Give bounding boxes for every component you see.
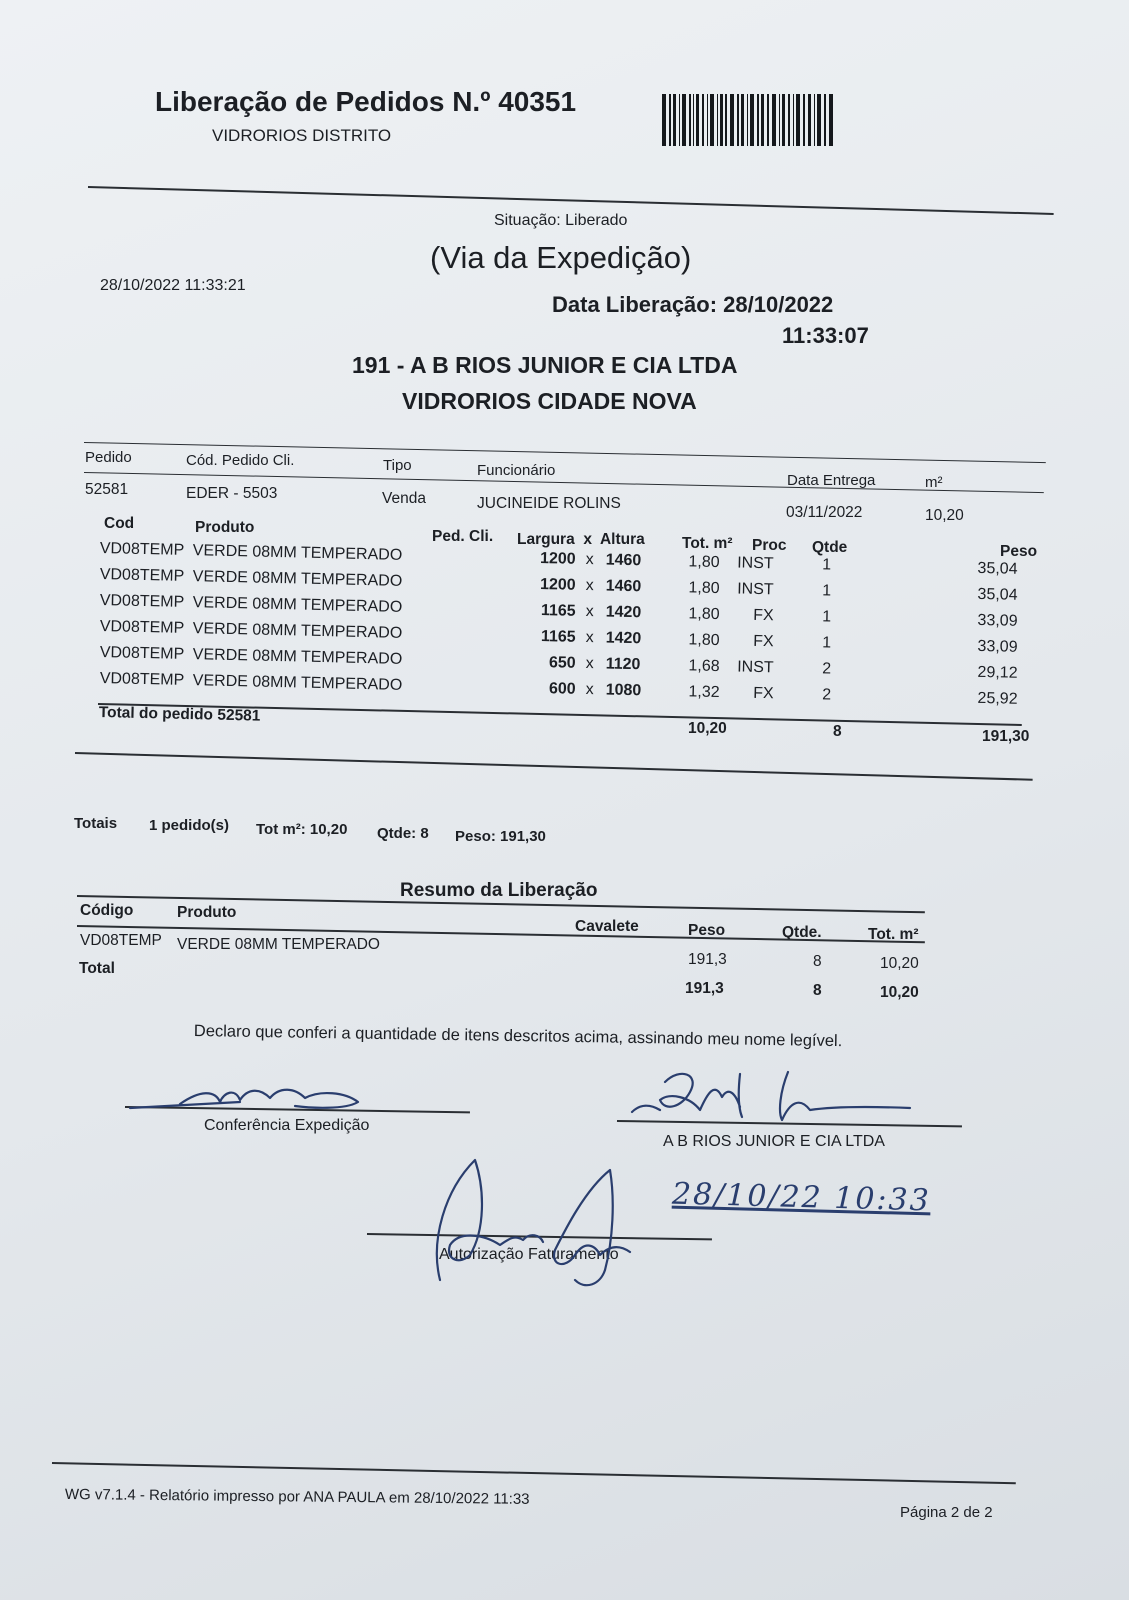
footer-page-number: Página 2 de 2	[900, 1504, 993, 1521]
cell-tot-m2: 1,80	[688, 605, 720, 624]
declaration-text: Declaro que conferi a quantidade de itens descritos acima, assinando meu nome legível.	[193, 1022, 843, 1051]
value-pedido: 52581	[85, 481, 129, 498]
footer-print-info: WG v7.1.4 - Relatório impresso por ANA PAULA em 28/10/2022 11:33	[64, 1486, 530, 1508]
cell-produto: VERDE 08MM TEMPERADO	[192, 542, 403, 564]
totals-peso: Peso: 191,30	[455, 828, 546, 845]
header-divider	[88, 186, 1054, 215]
cell-proc: INST	[736, 580, 774, 599]
label-funcionario: Funcionário	[477, 462, 556, 479]
summary-col-tot-m2: Tot. m²	[868, 926, 919, 943]
label-data-entrega: Data Entrega	[787, 472, 876, 489]
cell-altura: 1460	[605, 551, 642, 570]
cell-cod: VD08TEMP	[99, 540, 185, 559]
summary-cell-produto: VERDE 08MM TEMPERADO	[177, 936, 380, 953]
signature-label-autorizacao: Autorização Faturamento	[439, 1246, 619, 1263]
cell-altura: 1460	[605, 577, 642, 596]
cell-x: x	[585, 655, 594, 673]
signature-label-conferencia: Conferência Expedição	[204, 1117, 370, 1134]
status-text: Situação: Liberado	[494, 212, 628, 229]
barcode	[662, 94, 834, 146]
cell-peso: 25,92	[977, 689, 1018, 708]
cell-peso: 35,04	[977, 559, 1018, 578]
cell-altura: 1120	[605, 655, 641, 674]
summary-col-codigo: Código	[80, 902, 134, 919]
footer-line	[52, 1462, 1016, 1484]
cell-qtde: 2	[821, 686, 832, 704]
value-funcionario: JUCINEIDE ROLINS	[477, 495, 621, 512]
cell-largura: 650	[548, 654, 576, 672]
totals-m2: Tot m²: 10,20	[256, 821, 348, 838]
release-date: Data Liberação: 28/10/2022	[552, 292, 834, 317]
cell-produto: VERDE 08MM TEMPERADO	[192, 672, 403, 694]
cell-cod: VD08TEMP	[99, 644, 185, 663]
order-total-qtde: 8	[833, 723, 842, 740]
cell-largura: 1165	[540, 602, 576, 620]
summary-title: Resumo da Liberação	[400, 880, 598, 901]
signature-cliente-mark	[620, 1062, 920, 1132]
cell-peso: 29,12	[977, 663, 1018, 682]
cell-produto: VERDE 08MM TEMPERADO	[192, 568, 403, 590]
cell-x: x	[585, 681, 594, 699]
cell-x: x	[585, 577, 594, 595]
client-store: VIDRORIOS CIDADE NOVA	[402, 388, 697, 414]
summary-col-qtde: Qtde.	[782, 924, 822, 941]
cell-tot-m2: 1,80	[688, 553, 720, 572]
cell-qtde: 1	[821, 634, 832, 652]
value-cod-pedido-cli: EDER - 5503	[186, 485, 278, 502]
order-total-label: Total do pedido 52581	[98, 704, 261, 725]
cell-proc: FX	[752, 684, 774, 703]
order-bottom-line	[75, 752, 1033, 780]
order-total-m2: 10,20	[688, 720, 727, 737]
summary-col-produto: Produto	[177, 904, 237, 921]
cell-peso: 35,04	[977, 585, 1018, 604]
document-title: Liberação de Pedidos N.º 40351	[155, 86, 577, 117]
cell-proc: INST	[736, 554, 774, 573]
cell-largura: 1200	[539, 549, 576, 568]
summary-total-qtde: 8	[813, 982, 822, 999]
signature-autorizacao-mark	[415, 1150, 655, 1290]
label-pedido: Pedido	[85, 449, 132, 466]
cell-qtde: 1	[821, 556, 832, 574]
label-m2: m²	[925, 474, 943, 491]
col-proc: Proc	[752, 537, 787, 554]
value-data-entrega: 03/11/2022	[786, 504, 863, 521]
cell-qtde: 1	[821, 608, 832, 626]
cell-cod: VD08TEMP	[99, 592, 185, 611]
cell-produto: VERDE 08MM TEMPERADO	[192, 646, 403, 668]
cell-altura: 1420	[605, 629, 642, 648]
summary-col-cavalete: Cavalete	[575, 918, 639, 935]
cell-cod: VD08TEMP	[99, 618, 185, 637]
summary-total-label: Total	[79, 960, 115, 977]
col-tot-m2: Tot. m²	[682, 535, 733, 552]
value-tipo: Venda	[382, 490, 426, 507]
cell-proc: INST	[736, 658, 774, 677]
cell-peso: 33,09	[977, 611, 1018, 630]
col-qtde: Qtde	[812, 539, 848, 556]
release-time: 11:33:07	[782, 323, 869, 348]
summary-cell-peso: 191,3	[688, 951, 727, 968]
copy-type: (Via da Expedição)	[430, 240, 692, 275]
col-cod: Cod	[104, 515, 135, 532]
signature-label-cliente: A B RIOS JUNIOR E CIA LTDA	[663, 1133, 885, 1150]
issuer-company: VIDRORIOS DISTRITO	[212, 126, 392, 145]
cell-proc: FX	[752, 632, 774, 651]
cell-altura: 1080	[605, 681, 642, 700]
cell-tot-m2: 1,32	[688, 683, 720, 702]
col-ped-cli: Ped. Cli.	[432, 528, 494, 545]
cell-largura: 1165	[540, 628, 576, 646]
client-name: 191 - A B RIOS JUNIOR E CIA LTDA	[352, 352, 738, 378]
cell-tot-m2: 1,80	[688, 631, 720, 650]
cell-cod: VD08TEMP	[99, 566, 185, 585]
cell-x: x	[585, 551, 594, 569]
col-largura-altura: Largura x Altura	[517, 531, 645, 548]
totals-label: Totais	[74, 815, 118, 832]
print-datetime: 28/10/2022 11:33:21	[100, 277, 246, 294]
summary-cell-codigo: VD08TEMP	[80, 932, 162, 949]
summary-col-peso: Peso	[688, 922, 726, 939]
cell-tot-m2: 1,80	[688, 579, 720, 598]
totals-pedidos: 1 pedido(s)	[149, 817, 230, 834]
cell-peso: 33,09	[977, 637, 1018, 656]
cell-altura: 1420	[605, 603, 642, 622]
cell-proc: FX	[752, 606, 774, 625]
order-total-peso: 191,30	[982, 728, 1030, 745]
cell-largura: 1200	[539, 575, 576, 594]
summary-cell-tot-m2: 10,20	[880, 955, 919, 972]
handwritten-date: 28/10/22 10:33	[671, 1176, 932, 1219]
col-peso: Peso	[1000, 543, 1038, 560]
cell-qtde: 2	[821, 660, 832, 678]
summary-total-peso: 191,3	[685, 980, 724, 997]
label-cod-pedido-cli: Cód. Pedido Cli.	[186, 452, 295, 469]
col-produto: Produto	[195, 519, 255, 536]
summary-cell-qtde: 8	[813, 953, 822, 970]
cell-x: x	[585, 603, 594, 621]
cell-qtde: 1	[821, 582, 832, 600]
value-m2: 10,20	[925, 507, 964, 524]
cell-produto: VERDE 08MM TEMPERADO	[192, 594, 403, 616]
cell-largura: 600	[548, 680, 576, 698]
summary-total-tot-m2: 10,20	[880, 984, 919, 1001]
signature-conferencia-mark	[120, 1080, 380, 1120]
cell-x: x	[585, 629, 594, 647]
cell-tot-m2: 1,68	[688, 657, 720, 676]
cell-produto: VERDE 08MM TEMPERADO	[192, 620, 403, 642]
cell-cod: VD08TEMP	[99, 670, 185, 689]
label-tipo: Tipo	[383, 457, 412, 474]
totals-qtde: Qtde: 8	[377, 825, 429, 842]
